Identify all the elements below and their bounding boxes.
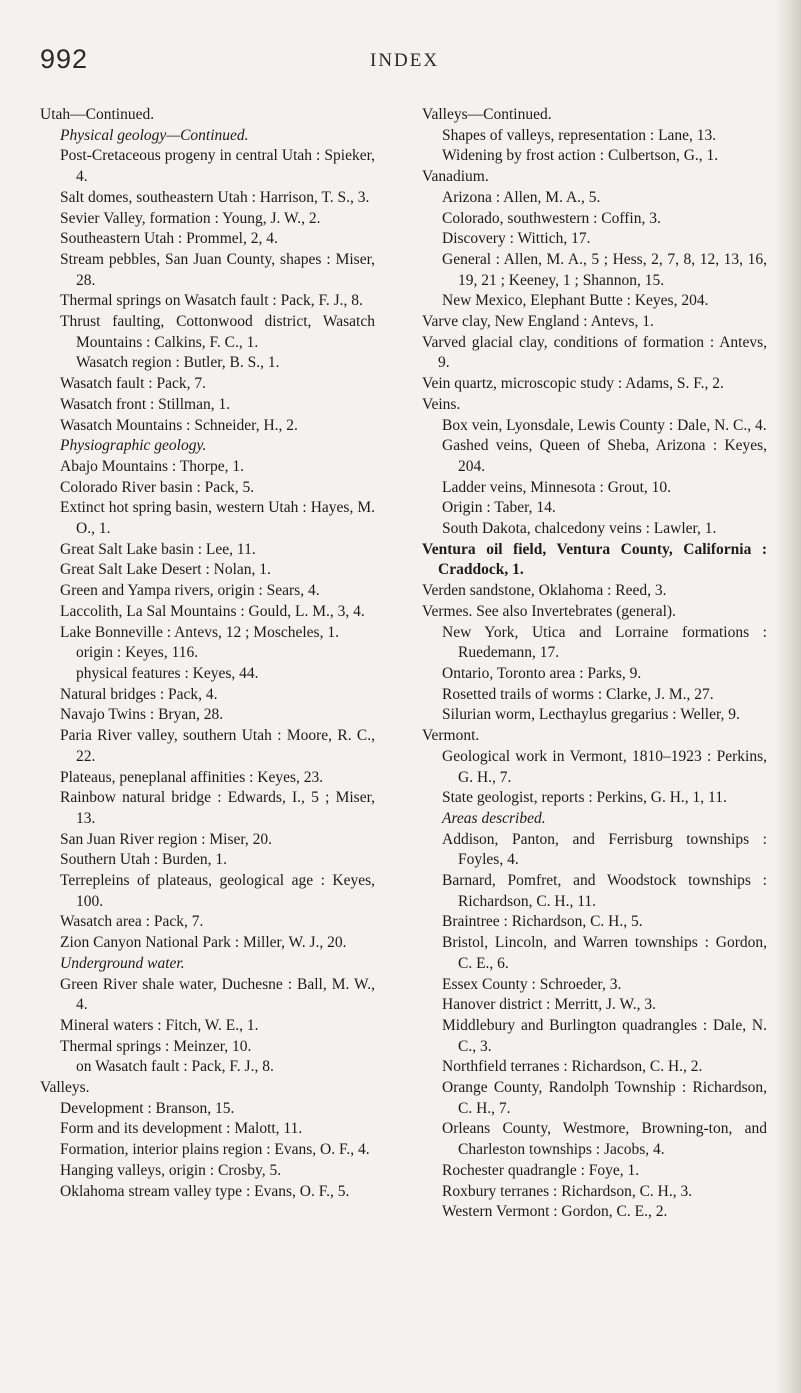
index-entry: Zion Canyon National Park : Miller, W. J., 20. <box>60 934 347 952</box>
index-entry: Navajo Twins : Bryan, 28. <box>60 706 224 724</box>
index-entry: Salt domes, southeastern Utah : Harrison, T. S., 3. <box>60 188 370 206</box>
index-entry: Middlebury and Burlington quadrangles : Dale, N. C., 3. <box>442 1016 767 1055</box>
index-entry: Terrepleins of plateaus, geological age : Keyes, 100. <box>60 872 375 910</box>
index-entry: South Dakota, chalcedony veins : Lawler, 1. <box>442 520 717 538</box>
index-entry: Great Salt Lake Desert : Nolan, 1. <box>60 561 271 579</box>
index-subheading: Underground water. <box>60 954 185 972</box>
index-entry: Varved glacial clay, conditions of formation : Antevs, 9. <box>422 333 767 372</box>
index-entry: Rainbow natural bridge : Edwards, I., 5 ; Miser, 13. <box>60 789 375 827</box>
index-column-right <box>422 105 767 1223</box>
index-entry: Ontario, Toronto area : Parks, 9. <box>442 664 642 682</box>
index-entry: Paria River valley, southern Utah : Moore, R. C., 22. <box>60 727 375 765</box>
index-entry: Ventura oil field, Ventura County, California : Craddock, 1. <box>422 540 767 579</box>
index-entry: Development : Branson, 15. <box>60 1099 235 1117</box>
index-entry: Hanover district : Merritt, J. W., 3. <box>442 996 656 1014</box>
index-entry: Northfield terranes : Richardson, C. H., 2. <box>442 1058 703 1076</box>
index-entry: Shapes of valleys, representation : Lane, 13. <box>442 126 717 144</box>
index-entry: Vanadium. <box>422 168 489 186</box>
index-entry: Box vein, Lyonsdale, Lewis County : Dale, N. C., 4. <box>442 416 767 434</box>
index-entry: Oklahoma stream valley type : Evans, O. F., 5. <box>60 1182 350 1200</box>
index-entry: New Mexico, Elephant Butte : Keyes, 204. <box>442 292 709 310</box>
index-entry: Ladder veins, Minnesota : Grout, 10. <box>442 478 672 496</box>
index-entry: Southern Utah : Burden, 1. <box>60 851 228 869</box>
index-entry: New York, Utica and Lorraine formations : Ruedemann, 17. <box>442 623 767 662</box>
index-entry: Silurian worm, Lecthaylus gregarius : Weller, 9. <box>442 706 740 724</box>
index-entry: Colorado, southwestern : Coffin, 3. <box>442 209 661 227</box>
index-entry: Vermes. See also Invertebrates (general). <box>422 602 676 620</box>
index-entry: Thermal springs on Wasatch fault : Pack, F. J., 8. <box>60 292 363 310</box>
index-entry: Valleys. <box>40 1079 90 1097</box>
index-entry: Wasatch region : Butler, B. S., 1. <box>76 354 280 372</box>
index-entry: Vermont. <box>422 727 480 745</box>
index-entry: Verden sandstone, Oklahoma : Reed, 3. <box>422 582 667 600</box>
index-entry: Orleans County, Westmore, Browning-ton, and Charleston townships : Jacobs, 4. <box>442 1120 767 1159</box>
index-entry: Rosetted trails of worms : Clarke, J. M., 27. <box>442 685 714 703</box>
index-entry: Stream pebbles, San Juan County, shapes : Miser, 28. <box>60 250 375 289</box>
index-entry: State geologist, reports : Perkins, G. H., 1, 11. <box>442 789 727 807</box>
index-entry: Thrust faulting, Cottonwood district, Wasatch Mountains : Calkins, F. C., 1. <box>60 313 375 351</box>
index-entry: Discovery : Wittich, 17. <box>442 230 591 248</box>
index-entry: Green River shale water, Duchesne : Ball, M. W., 4. <box>60 975 375 1014</box>
index-entry: Orange County, Randolph Township : Richardson, C. H., 7. <box>442 1079 767 1117</box>
index-entry: Extinct hot spring basin, western Utah : Hayes, M. O., 1. <box>60 499 375 538</box>
index-entry: origin : Keyes, 116. <box>76 644 199 662</box>
index-subheading: Physical geology—Continued. <box>60 126 249 144</box>
index-entry: Utah—Continued. <box>40 106 155 123</box>
index-entry: Abajo Mountains : Thorpe, 1. <box>60 457 244 475</box>
page-edge-shadow <box>775 0 801 1393</box>
index-entry: Valleys—Continued. <box>422 106 552 123</box>
running-head: INDEX <box>370 50 440 71</box>
index-entry: Wasatch front : Stillman, 1. <box>60 395 231 413</box>
index-entry: Widening by frost action : Culbertson, G., 1. <box>442 147 719 165</box>
index-entry: Gashed veins, Queen of Sheba, Arizona : Keyes, 204. <box>442 437 767 475</box>
index-subheading: Physiographic geology. <box>60 437 207 455</box>
index-entry: Lake Bonneville : Antevs, 12 ; Moscheles, 1. <box>60 623 339 641</box>
index-entry: Rochester quadrangle : Foye, 1. <box>442 1161 640 1179</box>
index-entry: Addison, Panton, and Ferrisburg townships : Foyles, 4. <box>442 830 767 869</box>
index-entry: San Juan River region : Miser, 20. <box>60 830 273 848</box>
index-entry: Geological work in Vermont, 1810–1923 : Perkins, G. H., 7. <box>442 747 767 786</box>
index-entry: Bristol, Lincoln, and Warren townships : Gordon, C. E., 6. <box>442 934 767 972</box>
index-entry: Formation, interior plains region : Evans, O. F., 4. <box>60 1141 370 1159</box>
index-entry: Varve clay, New England : Antevs, 1. <box>422 313 654 331</box>
index-entry: Sevier Valley, formation : Young, J. W., 2. <box>60 209 321 227</box>
index-entry: General : Allen, M. A., 5 ; Hess, 2, 7, 8, 12, 13, 16, 19, 21 ; Keeney, 1 ; Shannon, 15. <box>442 250 767 289</box>
index-entry: Wasatch fault : Pack, 7. <box>60 375 206 393</box>
index-entry: Arizona : Allen, M. A., 5. <box>442 188 601 206</box>
index-entry: on Wasatch fault : Pack, F. J., 8. <box>76 1058 274 1076</box>
index-entry: Vein quartz, microscopic study : Adams, S. F., 2. <box>422 375 724 393</box>
index-entry: Laccolith, La Sal Mountains : Gould, L. M., 3, 4. <box>60 602 365 620</box>
index-entry: Veins. <box>422 395 461 413</box>
index-entry: Origin : Taber, 14. <box>442 499 556 517</box>
index-entry: Wasatch area : Pack, 7. <box>60 913 204 931</box>
index-entry: Western Vermont : Gordon, C. E., 2. <box>442 1203 668 1221</box>
index-entry: Plateaus, peneplanal affinities : Keyes, 23. <box>60 768 324 786</box>
index-entry: Hanging valleys, origin : Crosby, 5. <box>60 1161 282 1179</box>
index-entry: Post-Cretaceous progeny in central Utah : Spieker, 4. <box>60 147 375 186</box>
index-entry: Green and Yampa rivers, origin : Sears, 4. <box>60 582 320 600</box>
index-entry: Great Salt Lake basin : Lee, 11. <box>60 540 256 558</box>
index-subheading: Areas described. <box>442 809 546 827</box>
index-entry: Natural bridges : Pack, 4. <box>60 685 218 703</box>
index-column-left <box>40 105 375 1202</box>
page-number: 992 <box>40 44 89 74</box>
index-entry: Wasatch Mountains : Schneider, H., 2. <box>60 416 298 434</box>
index-entry: Form and its development : Malott, 11. <box>60 1120 303 1138</box>
index-entry: Mineral waters : Fitch, W. E., 1. <box>60 1016 259 1034</box>
index-entry: Roxbury terranes : Richardson, C. H., 3. <box>442 1182 693 1200</box>
index-entry: Braintree : Richardson, C. H., 5. <box>442 913 643 931</box>
index-entry: Essex County : Schroeder, 3. <box>442 975 622 993</box>
index-entry: Thermal springs : Meinzer, 10. <box>60 1037 252 1055</box>
index-entry: physical features : Keyes, 44. <box>76 664 259 682</box>
index-entry: Colorado River basin : Pack, 5. <box>60 478 255 496</box>
index-entry: Barnard, Pomfret, and Woodstock townships : Richardson, C. H., 11. <box>442 872 767 910</box>
page-header <box>0 44 801 84</box>
index-entry: Southeastern Utah : Prommel, 2, 4. <box>60 230 278 248</box>
